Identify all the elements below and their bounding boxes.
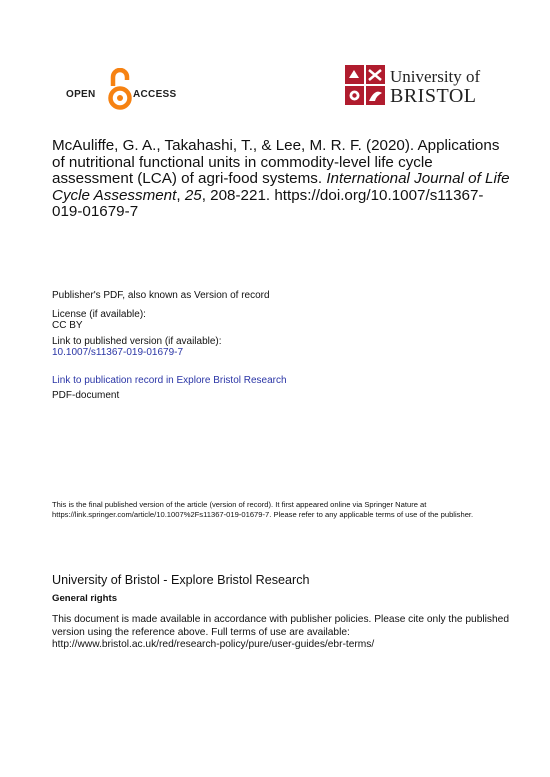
citation-volume: 25 xyxy=(184,186,202,204)
citation-journal: International Journal of Life Cycle Assessment xyxy=(52,170,510,204)
open-access-logo xyxy=(62,68,194,110)
citation-separator: , xyxy=(176,186,185,204)
publication-record-link[interactable]: Link to publication record in Explore Bristol Research xyxy=(52,375,287,386)
license-label: License (if available): xyxy=(52,309,146,320)
final-version-note: This is the final published version of the article (version of record). It first appeared online via Springer Nature at https://link.springer.com/article/10.1007%2Fs11367-019-01679-7. Please refer to any applicable terms of use of the publisher. xyxy=(52,500,474,519)
citation-doi[interactable]: https://doi.org/10.1007/s11367-019-01679-7 xyxy=(52,186,484,220)
license-value: CC BY xyxy=(52,320,83,331)
rights-heading: University of Bristol - Explore Bristol Research xyxy=(52,573,310,587)
citation xyxy=(52,138,512,221)
citation-title: Applications of nutritional functional units in commodity-level life cycle assessment (LCA) of agri-food systems. xyxy=(52,137,500,187)
open-access-word-access: ACCESS xyxy=(133,89,177,100)
university-of-bristol-logo xyxy=(345,65,495,107)
document-type: PDF-document xyxy=(52,390,120,401)
citation-authors: McAuliffe, G. A., Takahashi, T., & Lee, M. R. F. (2020). xyxy=(52,137,418,154)
university-crest-icon xyxy=(345,65,385,105)
published-version-label: Link to published version (if available): xyxy=(52,336,222,347)
university-name-line2: BRISTOL xyxy=(390,85,477,107)
version-statement: Publisher's PDF, also known as Version of record xyxy=(52,290,270,301)
rights-subheading: General rights xyxy=(52,593,118,604)
open-padlock-icon xyxy=(108,68,132,110)
published-version-link[interactable]: 10.1007/s11367-019-01679-7 xyxy=(52,347,184,358)
university-name-line1: University of xyxy=(390,67,481,86)
citation-pages: , 208-221. xyxy=(201,186,275,204)
open-access-word-open: OPEN xyxy=(66,89,96,100)
rights-body: This document is made available in accordance with publisher policies. Please cite only the published version using the reference above. Full terms of use are available: http://www.bristol.ac.uk/red/research-policy/pure/user-guides/ebr-terms/ xyxy=(52,614,509,650)
